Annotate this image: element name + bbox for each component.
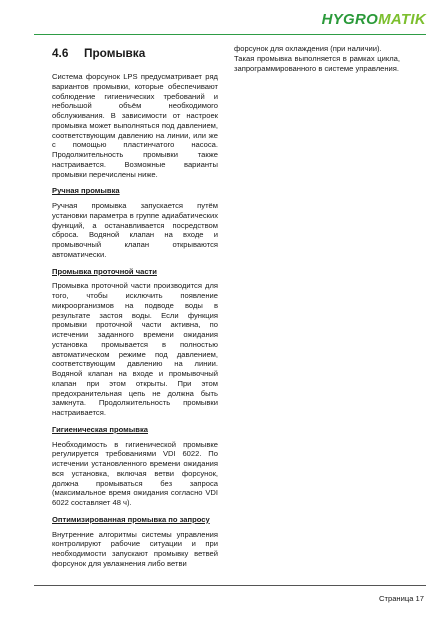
subsection-text-manual-flush: Ручная промывка запускается путём установки параметра в группе адиабатических функций, а останавливается посредством сброса. Водяной клапан на входе и промывочный клапан открываются автоматически.: [52, 201, 218, 259]
page-number: Страница 17: [379, 594, 424, 603]
subsection-text-flow-flush: Промывка проточной части производится для того, чтобы исключить появление микроорганизмов на подводе воды в результате застоя воды. Если функция промывки проточной части активна, по истечении заданного времени ожидания установка промывается в полностью автоматическом режиме под давлением, соответствующим давлению на линии. Водяной клапан на входе и промывочный клапан при этом открыты. При этом предохранительная цепь не должна быть замкнута. Продолжительность промывки настраивается.: [52, 281, 218, 417]
right-column: [234, 44, 400, 73]
section-intro: Система форсунок LPS предусматривает ряд вариантов промывки, которые обеспечивают соблюдение гигиенических требований и небольшой объём необходимого обслуживания. В зависимости от настроек промывка может выполняться под давлением, соответствующим давлению на линии, или же с помощью пластинчатого насоса. Продолжительность промывки также настраивается. Возможные варианты промывки перечислены ниже.: [52, 72, 218, 179]
section-heading: [52, 46, 218, 60]
logo-text-matik: MATIK: [378, 11, 426, 28]
subsection-text-hygienic-flush: Необходимость в гигиенической промывке регулируется требованиями VDI 6022. По истечении установленного времени ожидания вся установка, включая ветви форсунок, должна промываться без запроса (максимальное время ожидания согласно VDI 6022 составляет 48 ч).: [52, 439, 218, 507]
subsection-title-optimized-flush: Оптимизированная промывка по запросу: [52, 514, 210, 524]
left-column: [52, 44, 218, 569]
right-column-paragraph-1: форсунок для охлаждения (при наличии).: [234, 44, 382, 53]
hygromatik-logo: [322, 12, 426, 27]
section-number: 4.6: [52, 46, 69, 60]
right-column-paragraph-2: Такая промывка выполняется в рамках цикла, запрограммированного в системе управления.: [234, 53, 400, 73]
footer-divider: [34, 585, 426, 586]
subsection-text-optimized-flush: Внутренние алгоритмы системы управления контролируют рабочие ситуации и при необходимости запускают промывку ветвей форсунок для увлажнения либо ветви: [52, 529, 218, 568]
section-title: Промывка: [84, 46, 146, 60]
logo-text-hygro: HYGRO: [321, 11, 379, 28]
subsection-title-flow-flush: Промывка проточной части: [52, 266, 157, 276]
subsection-title-manual-flush: Ручная промывка: [52, 186, 120, 196]
header-divider: [34, 34, 426, 35]
subsection-title-hygienic-flush: Гигиеническая промывка: [52, 424, 148, 434]
